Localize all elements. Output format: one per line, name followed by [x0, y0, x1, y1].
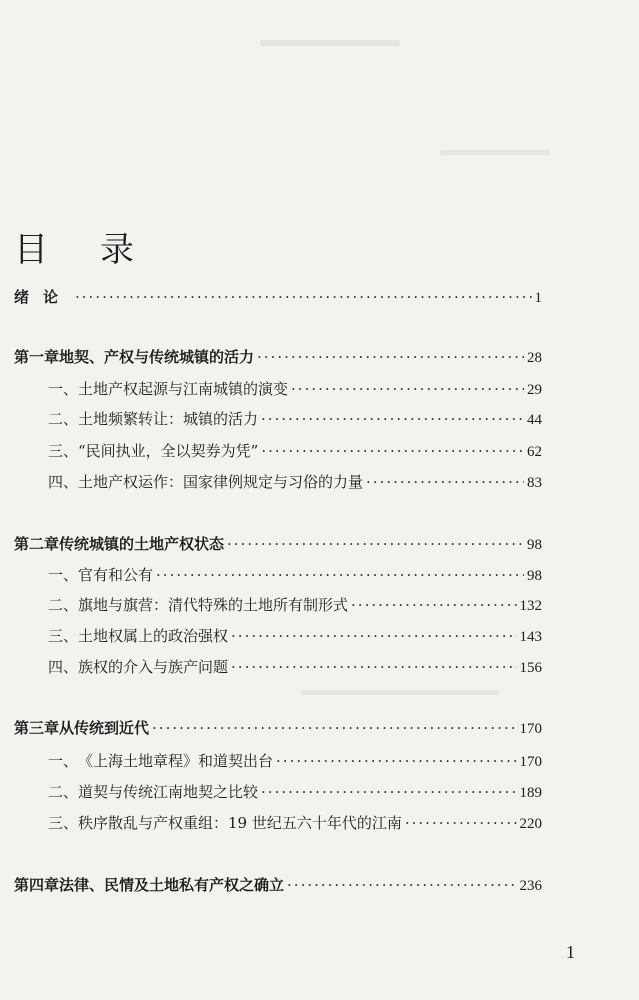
section-title: “民间执业，全以契券为凭” — [78, 442, 259, 460]
chapter-number: 第二章 — [14, 535, 60, 553]
section-title: 土地产权起源与江南城镇的演变 — [78, 380, 289, 398]
section-number: 四、 — [48, 473, 79, 491]
section-number: 一、 — [48, 566, 79, 584]
section-title: 土地权属上的政治强权 — [78, 627, 229, 645]
entry-page-number: 170 — [519, 721, 542, 737]
page-folio-number: 1 — [566, 942, 575, 962]
entry-page-number: 29 — [527, 382, 542, 398]
chapter-title: 传统城镇的土地产权状态 — [59, 535, 225, 553]
entry-page-number: 170 — [519, 754, 542, 770]
leader-dots — [405, 812, 517, 834]
toc-entry-section-1-3[interactable] — [48, 440, 542, 462]
leader-dots — [257, 346, 524, 368]
section-title: 道契与传统江南地契之比较 — [78, 783, 259, 801]
toc-entry-section-1-1[interactable] — [48, 378, 542, 400]
bleed-through-mark — [260, 40, 400, 46]
toc-entry-section-3-2[interactable] — [48, 781, 542, 803]
toc-entry-section-1-4[interactable] — [48, 471, 542, 493]
section-number: 一、 — [48, 380, 79, 398]
page-title — [14, 222, 134, 271]
toc-entry-chapter-2[interactable] — [14, 533, 542, 555]
title-char-2: 录 — [100, 230, 134, 270]
toc-entry-section-2-1[interactable] — [48, 564, 542, 586]
leader-dots — [75, 286, 531, 308]
entry-page-number: 156 — [519, 660, 542, 676]
entry-page-number: 98 — [527, 537, 542, 553]
leader-dots — [276, 750, 516, 772]
section-number: 二、 — [48, 596, 79, 614]
toc-entry-section-1-2[interactable] — [48, 408, 542, 430]
toc-entry-section-3-3[interactable] — [48, 812, 542, 834]
toc-entry-section-2-4[interactable] — [48, 656, 542, 678]
section-number: 一、 — [48, 752, 79, 770]
section-number: 二、 — [48, 410, 79, 428]
leader-dots — [227, 533, 524, 555]
section-title: 官有和公有 — [78, 566, 154, 584]
toc-entry-chapter-3[interactable] — [14, 717, 542, 739]
leader-dots — [156, 564, 524, 586]
leader-dots — [231, 625, 516, 647]
leader-dots — [366, 471, 524, 493]
chapter-title: 地契、产权与传统城镇的活力 — [59, 348, 255, 366]
section-number: 三、 — [48, 814, 79, 832]
chapter-number: 第一章 — [14, 348, 60, 366]
toc-entry-section-2-2[interactable] — [48, 594, 542, 616]
section-title: 旗地与旗营：清代特殊的土地所有制形式 — [78, 596, 349, 614]
toc-entry-chapter-4[interactable] — [14, 874, 542, 896]
entry-page-number: 189 — [519, 785, 542, 801]
section-title: 《上海土地章程》和道契出台 — [78, 752, 274, 770]
entry-page-number: 44 — [527, 412, 542, 428]
entry-label: 绪论 — [14, 288, 73, 306]
chapter-title: 从传统到近代 — [59, 719, 150, 737]
section-title: 秩序散乱与产权重组：19 世纪五六十年代的江南 — [78, 814, 402, 832]
leader-dots — [261, 408, 524, 430]
entry-page-number: 1 — [534, 290, 542, 306]
chapter-title: 法律、民情及土地私有产权之确立 — [59, 876, 285, 894]
entry-page-number: 62 — [527, 444, 542, 460]
entry-page-number: 143 — [519, 629, 542, 645]
entry-page-number: 28 — [527, 350, 542, 366]
toc-entry-chapter-1[interactable] — [14, 346, 542, 368]
toc-entry-intro[interactable] — [14, 286, 542, 308]
leader-dots — [231, 656, 516, 678]
leader-dots — [261, 781, 516, 803]
leader-dots — [291, 378, 524, 400]
entry-page-number: 98 — [527, 568, 542, 584]
section-number: 三、 — [48, 442, 79, 460]
entry-page-number: 236 — [519, 878, 542, 894]
entry-page-number: 132 — [519, 598, 542, 614]
entry-page-number: 83 — [527, 475, 542, 491]
leader-dots — [261, 440, 524, 462]
bleed-through-mark — [440, 150, 550, 155]
section-title: 土地产权运作：国家律例规定与习俗的力量 — [78, 473, 364, 491]
section-title: 土地频繁转让：城镇的活力 — [78, 410, 259, 428]
section-number: 四、 — [48, 658, 79, 676]
title-char-1: 目 — [14, 230, 48, 270]
section-number: 三、 — [48, 627, 79, 645]
toc-entry-section-3-1[interactable] — [48, 750, 542, 772]
chapter-number: 第三章 — [14, 719, 60, 737]
leader-dots — [351, 594, 516, 616]
entry-page-number: 220 — [519, 816, 542, 832]
chapter-number: 第四章 — [14, 876, 60, 894]
bleed-through-mark — [300, 690, 500, 695]
leader-dots — [152, 717, 516, 739]
section-title: 族权的介入与族产问题 — [78, 658, 229, 676]
leader-dots — [287, 874, 516, 896]
section-number: 二、 — [48, 783, 79, 801]
toc-entry-section-2-3[interactable] — [48, 625, 542, 647]
